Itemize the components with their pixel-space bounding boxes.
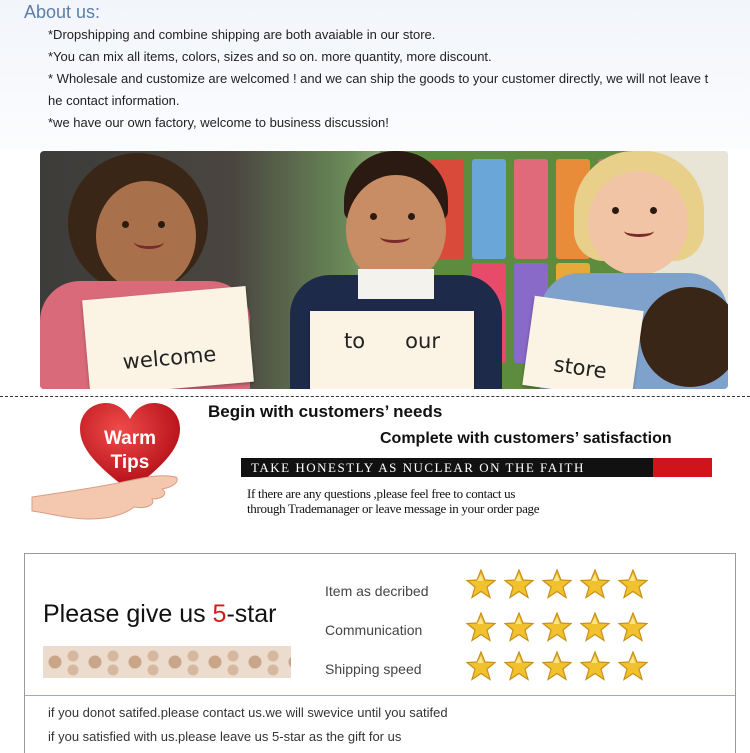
rating-title-text: -star <box>226 600 277 628</box>
motto-text: TAKE HONESTLY AS NUCLEAR ON THE FAITH <box>251 460 585 475</box>
sign-store: store <box>522 296 643 389</box>
motto-bar <box>241 458 712 477</box>
star-icon <box>542 569 572 599</box>
sign-to-our: to our <box>310 311 474 389</box>
about-line: * Wholesale and customize are welcomed ! and we can ship the goods to your customer directly, we will not leave t <box>48 71 709 86</box>
star-icon <box>466 651 496 681</box>
about-line: *You can mix all items, colors, sizes and so on. more quantity, more discount. <box>48 49 492 64</box>
damask-pattern <box>43 646 291 678</box>
star-icon <box>618 612 648 642</box>
star-icon <box>542 651 572 681</box>
rating-section <box>24 553 736 753</box>
rating-note: if you donot satifed.please contact us.we will swevice until you satifed <box>48 705 448 720</box>
star-icon <box>466 569 496 599</box>
star-icon <box>580 651 610 681</box>
star-row <box>466 569 648 599</box>
contact-note-line: If there are any questions ,please feel free to contact us <box>247 486 516 501</box>
badge-line: Tips <box>110 452 150 473</box>
rating-note: if you satisfied with us.please leave us 5-star as the gift for us <box>48 729 402 744</box>
star-icon <box>618 651 648 681</box>
sign-welcome: welcome <box>82 286 254 389</box>
motto-bar-accent <box>653 458 712 477</box>
about-line: he contact information. <box>48 93 180 108</box>
criterion-label: Item as decribed <box>325 583 429 599</box>
star-row <box>466 651 648 681</box>
star-icon <box>580 612 610 642</box>
warm-tips-section <box>0 397 750 537</box>
tips-heading-satisfaction: Complete with customers’ satisfaction <box>380 430 672 447</box>
star-icon <box>504 651 534 681</box>
rating-title <box>43 600 276 629</box>
criterion-label: Shipping speed <box>325 661 422 677</box>
about-section <box>0 0 750 150</box>
star-icon <box>618 569 648 599</box>
badge-line: Warm <box>103 428 157 449</box>
open-hand-icon <box>28 467 180 525</box>
star-icon <box>466 612 496 642</box>
star-icon <box>504 612 534 642</box>
about-line: *we have our own factory, welcome to business discussion! <box>48 115 389 130</box>
rating-title-text: Please give us <box>43 600 213 628</box>
about-lines <box>48 24 738 134</box>
about-line: *Dropshipping and combine shipping are both avaiable in our store. <box>48 27 436 42</box>
star-icon <box>504 569 534 599</box>
rating-divider <box>25 695 735 696</box>
tips-heading-needs: Begin with customers’ needs <box>208 402 443 421</box>
welcome-photo <box>40 151 728 389</box>
contact-note-line: through Trademanager or leave message in your order page <box>247 501 540 516</box>
rating-title-number: 5 <box>212 600 227 628</box>
star-row <box>466 612 648 642</box>
star-icon <box>542 612 572 642</box>
about-title: About us: <box>24 2 101 22</box>
contact-note <box>247 486 539 516</box>
star-icon <box>580 569 610 599</box>
criterion-label: Communication <box>325 622 423 638</box>
